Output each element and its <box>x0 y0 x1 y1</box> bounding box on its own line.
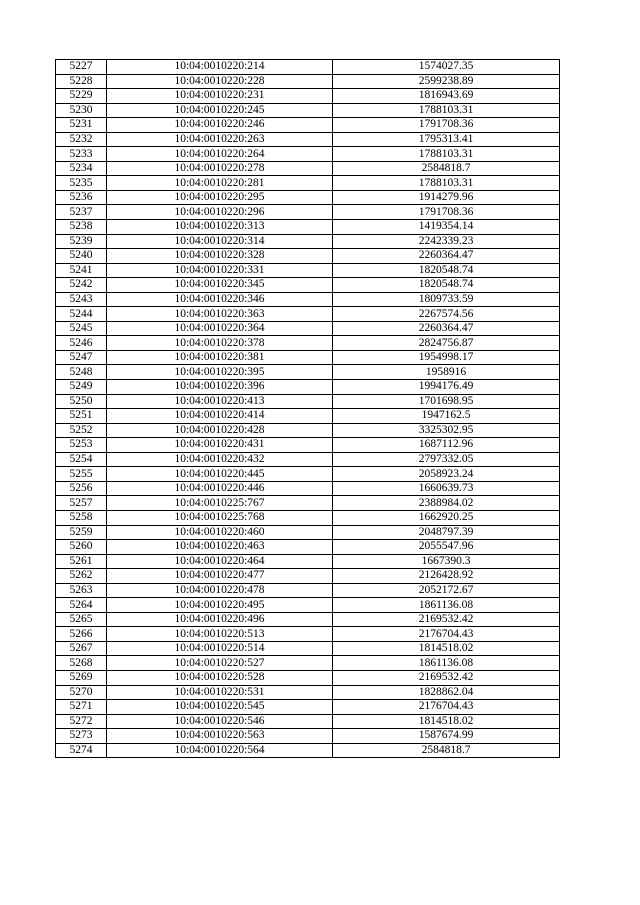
table-row <box>56 583 560 598</box>
cadastral-number-cell: 10:04:0010220:378 <box>107 336 333 351</box>
table-row <box>56 147 560 162</box>
value-cell: 2055547.96 <box>333 540 560 555</box>
value-cell: 2048797.39 <box>333 525 560 540</box>
table-row <box>56 438 560 453</box>
cadastral-number-cell: 10:04:0010220:464 <box>107 554 333 569</box>
row-number-cell: 5258 <box>56 510 107 525</box>
cadastral-number-cell: 10:04:0010220:564 <box>107 743 333 758</box>
row-number-cell: 5232 <box>56 132 107 147</box>
cadastral-number-cell: 10:04:0010220:246 <box>107 118 333 133</box>
cadastral-number-cell: 10:04:0010220:428 <box>107 423 333 438</box>
cadastral-number-cell: 10:04:0010220:478 <box>107 583 333 598</box>
table-row <box>56 234 560 249</box>
table-row <box>56 409 560 424</box>
row-number-cell: 5259 <box>56 525 107 540</box>
cadastral-number-cell: 10:04:0010220:413 <box>107 394 333 409</box>
row-number-cell: 5257 <box>56 496 107 511</box>
table-row <box>56 365 560 380</box>
cadastral-number-cell: 10:04:0010220:331 <box>107 263 333 278</box>
cadastral-number-cell: 10:04:0010220:527 <box>107 656 333 671</box>
table-row <box>56 612 560 627</box>
cadastral-number-cell: 10:04:0010220:546 <box>107 714 333 729</box>
row-number-cell: 5242 <box>56 278 107 293</box>
value-cell: 1914279.96 <box>333 190 560 205</box>
cadastral-number-cell: 10:04:0010220:432 <box>107 452 333 467</box>
value-cell: 1820548.74 <box>333 278 560 293</box>
cadastral-number-cell: 10:04:0010225:768 <box>107 510 333 525</box>
row-number-cell: 5254 <box>56 452 107 467</box>
table-row <box>56 714 560 729</box>
value-cell: 2388984.02 <box>333 496 560 511</box>
table-row <box>56 307 560 322</box>
cadastral-number-cell: 10:04:0010220:363 <box>107 307 333 322</box>
value-cell: 2052172.67 <box>333 583 560 598</box>
value-cell: 1861136.08 <box>333 656 560 671</box>
value-cell: 1587674.99 <box>333 729 560 744</box>
cadastral-number-cell: 10:04:0010220:477 <box>107 569 333 584</box>
table-row <box>56 598 560 613</box>
value-cell: 1947162.5 <box>333 409 560 424</box>
row-number-cell: 5263 <box>56 583 107 598</box>
value-cell: 2260364.47 <box>333 321 560 336</box>
cadastral-number-cell: 10:04:0010220:345 <box>107 278 333 293</box>
table-row <box>56 467 560 482</box>
value-cell: 2824756.87 <box>333 336 560 351</box>
row-number-cell: 5236 <box>56 190 107 205</box>
row-number-cell: 5238 <box>56 220 107 235</box>
cadastral-number-cell: 10:04:0010220:381 <box>107 350 333 365</box>
table-row <box>56 729 560 744</box>
row-number-cell: 5270 <box>56 685 107 700</box>
table-row <box>56 350 560 365</box>
table-row <box>56 656 560 671</box>
row-number-cell: 5241 <box>56 263 107 278</box>
value-cell: 1788103.31 <box>333 147 560 162</box>
row-number-cell: 5271 <box>56 700 107 715</box>
row-number-cell: 5260 <box>56 540 107 555</box>
cadastral-number-cell: 10:04:0010220:231 <box>107 89 333 104</box>
cadastral-number-cell: 10:04:0010220:431 <box>107 438 333 453</box>
table-row <box>56 627 560 642</box>
row-number-cell: 5239 <box>56 234 107 249</box>
row-number-cell: 5235 <box>56 176 107 191</box>
value-cell: 2126428.92 <box>333 569 560 584</box>
table-row <box>56 670 560 685</box>
value-cell: 2169532.42 <box>333 612 560 627</box>
cadastral-number-cell: 10:04:0010220:328 <box>107 249 333 264</box>
row-number-cell: 5250 <box>56 394 107 409</box>
cadastral-number-cell: 10:04:0010220:228 <box>107 74 333 89</box>
row-number-cell: 5231 <box>56 118 107 133</box>
cadastral-number-cell: 10:04:0010220:395 <box>107 365 333 380</box>
table-row <box>56 380 560 395</box>
row-number-cell: 5252 <box>56 423 107 438</box>
cadastral-number-cell: 10:04:0010220:263 <box>107 132 333 147</box>
cadastral-number-cell: 10:04:0010220:463 <box>107 540 333 555</box>
value-cell: 1662920.25 <box>333 510 560 525</box>
value-cell: 2260364.47 <box>333 249 560 264</box>
value-cell: 2176704.43 <box>333 700 560 715</box>
value-cell: 2584818.7 <box>333 743 560 758</box>
value-cell: 2058923.24 <box>333 467 560 482</box>
table-row <box>56 394 560 409</box>
value-cell: 1994176.49 <box>333 380 560 395</box>
row-number-cell: 5269 <box>56 670 107 685</box>
value-cell: 2176704.43 <box>333 627 560 642</box>
row-number-cell: 5249 <box>56 380 107 395</box>
row-number-cell: 5255 <box>56 467 107 482</box>
row-number-cell: 5237 <box>56 205 107 220</box>
row-number-cell: 5266 <box>56 627 107 642</box>
row-number-cell: 5234 <box>56 161 107 176</box>
value-cell: 3325302.95 <box>333 423 560 438</box>
table-row <box>56 292 560 307</box>
value-cell: 2599238.89 <box>333 74 560 89</box>
row-number-cell: 5228 <box>56 74 107 89</box>
value-cell: 1701698.95 <box>333 394 560 409</box>
value-cell: 1574027.35 <box>333 60 560 75</box>
row-number-cell: 5268 <box>56 656 107 671</box>
cadastral-number-cell: 10:04:0010220:545 <box>107 700 333 715</box>
table-row <box>56 321 560 336</box>
value-cell: 1861136.08 <box>333 598 560 613</box>
value-cell: 2169532.42 <box>333 670 560 685</box>
cadastral-number-cell: 10:04:0010220:281 <box>107 176 333 191</box>
table-row <box>56 220 560 235</box>
table-row <box>56 569 560 584</box>
table-body <box>56 60 560 758</box>
value-cell: 1419354.14 <box>333 220 560 235</box>
table-row <box>56 103 560 118</box>
row-number-cell: 5233 <box>56 147 107 162</box>
cadastral-number-cell: 10:04:0010220:446 <box>107 481 333 496</box>
value-cell: 1795313.41 <box>333 132 560 147</box>
cadastral-number-cell: 10:04:0010220:264 <box>107 147 333 162</box>
cadastral-number-cell: 10:04:0010220:445 <box>107 467 333 482</box>
value-cell: 2584818.7 <box>333 161 560 176</box>
row-number-cell: 5253 <box>56 438 107 453</box>
cadastral-number-cell: 10:04:0010220:513 <box>107 627 333 642</box>
row-number-cell: 5272 <box>56 714 107 729</box>
value-cell: 1788103.31 <box>333 103 560 118</box>
row-number-cell: 5248 <box>56 365 107 380</box>
row-number-cell: 5230 <box>56 103 107 118</box>
row-number-cell: 5273 <box>56 729 107 744</box>
row-number-cell: 5264 <box>56 598 107 613</box>
value-cell: 1809733.59 <box>333 292 560 307</box>
table-row <box>56 540 560 555</box>
value-cell: 1791708.36 <box>333 118 560 133</box>
value-cell: 1828862.04 <box>333 685 560 700</box>
table-row <box>56 685 560 700</box>
table-row <box>56 89 560 104</box>
value-cell: 2797332.05 <box>333 452 560 467</box>
table-row <box>56 190 560 205</box>
table-row <box>56 423 560 438</box>
table-row <box>56 60 560 75</box>
cadastral-number-cell: 10:04:0010220:414 <box>107 409 333 424</box>
value-cell: 1660639.73 <box>333 481 560 496</box>
cadastral-number-cell: 10:04:0010220:364 <box>107 321 333 336</box>
cadastral-number-cell: 10:04:0010220:295 <box>107 190 333 205</box>
row-number-cell: 5262 <box>56 569 107 584</box>
cadastral-number-cell: 10:04:0010220:460 <box>107 525 333 540</box>
value-cell: 1816943.69 <box>333 89 560 104</box>
value-cell: 1954998.17 <box>333 350 560 365</box>
row-number-cell: 5245 <box>56 321 107 336</box>
table-row <box>56 176 560 191</box>
value-cell: 1814518.02 <box>333 714 560 729</box>
cadastral-number-cell: 10:04:0010220:496 <box>107 612 333 627</box>
table-row <box>56 132 560 147</box>
cadastral-number-cell: 10:04:0010225:767 <box>107 496 333 511</box>
cadastral-number-cell: 10:04:0010220:296 <box>107 205 333 220</box>
table-row <box>56 118 560 133</box>
cadastral-number-cell: 10:04:0010220:528 <box>107 670 333 685</box>
row-number-cell: 5227 <box>56 60 107 75</box>
row-number-cell: 5256 <box>56 481 107 496</box>
cadastral-number-cell: 10:04:0010220:314 <box>107 234 333 249</box>
row-number-cell: 5229 <box>56 89 107 104</box>
cadastral-number-cell: 10:04:0010220:563 <box>107 729 333 744</box>
value-cell: 1958916 <box>333 365 560 380</box>
row-number-cell: 5274 <box>56 743 107 758</box>
cadastral-number-cell: 10:04:0010220:313 <box>107 220 333 235</box>
table-row <box>56 510 560 525</box>
cadastral-number-cell: 10:04:0010220:278 <box>107 161 333 176</box>
table-row <box>56 249 560 264</box>
value-cell: 2242339.23 <box>333 234 560 249</box>
row-number-cell: 5267 <box>56 641 107 656</box>
row-number-cell: 5265 <box>56 612 107 627</box>
table-row <box>56 554 560 569</box>
row-number-cell: 5240 <box>56 249 107 264</box>
row-number-cell: 5251 <box>56 409 107 424</box>
table-row <box>56 74 560 89</box>
table-row <box>56 278 560 293</box>
row-number-cell: 5247 <box>56 350 107 365</box>
value-cell: 1791708.36 <box>333 205 560 220</box>
value-cell: 1687112.96 <box>333 438 560 453</box>
table-row <box>56 205 560 220</box>
cadastral-number-cell: 10:04:0010220:531 <box>107 685 333 700</box>
table-row <box>56 641 560 656</box>
cadastral-number-cell: 10:04:0010220:214 <box>107 60 333 75</box>
cadastral-number-cell: 10:04:0010220:495 <box>107 598 333 613</box>
cadastral-number-cell: 10:04:0010220:396 <box>107 380 333 395</box>
cadastral-number-cell: 10:04:0010220:346 <box>107 292 333 307</box>
value-cell: 1788103.31 <box>333 176 560 191</box>
table-row <box>56 700 560 715</box>
value-cell: 2267574.56 <box>333 307 560 322</box>
table-row <box>56 525 560 540</box>
row-number-cell: 5246 <box>56 336 107 351</box>
value-cell: 1820548.74 <box>333 263 560 278</box>
row-number-cell: 5243 <box>56 292 107 307</box>
table-row <box>56 481 560 496</box>
row-number-cell: 5261 <box>56 554 107 569</box>
cadastral-number-cell: 10:04:0010220:245 <box>107 103 333 118</box>
table-row <box>56 496 560 511</box>
table-row <box>56 743 560 758</box>
cadastral-number-cell: 10:04:0010220:514 <box>107 641 333 656</box>
table-row <box>56 161 560 176</box>
table-row <box>56 263 560 278</box>
value-cell: 1814518.02 <box>333 641 560 656</box>
table-row <box>56 336 560 351</box>
data-table <box>55 59 560 758</box>
value-cell: 1667390.3 <box>333 554 560 569</box>
row-number-cell: 5244 <box>56 307 107 322</box>
table-row <box>56 452 560 467</box>
